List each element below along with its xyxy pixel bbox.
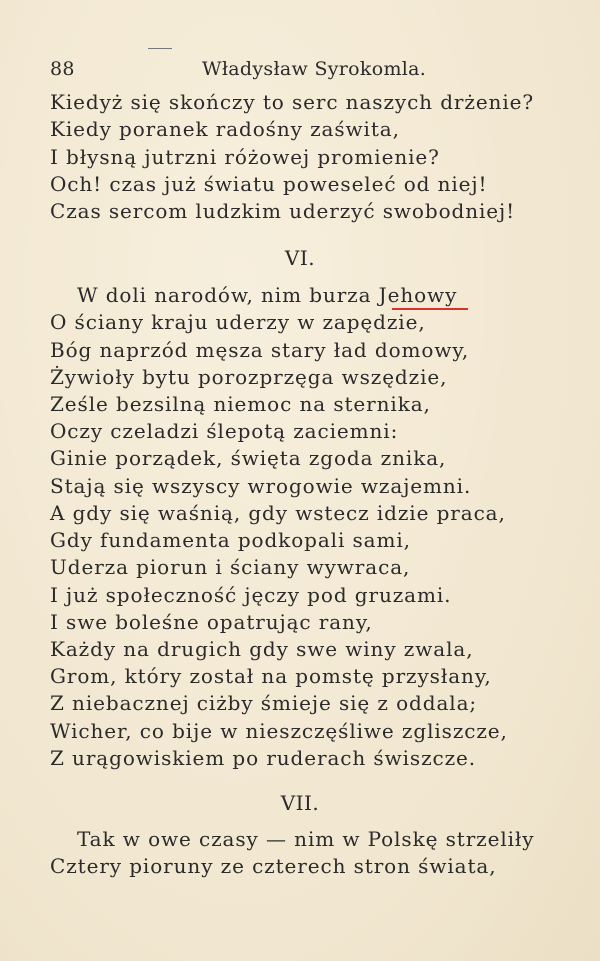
poem-line: Oczy czeladzi ślepotą zaciemni: <box>50 419 399 443</box>
poem-line: Och! czas już światu poweseleć od niej! <box>50 172 488 196</box>
poem-line: Wicher, co bije w nieszczęśliwe zgliszcze, <box>50 719 508 743</box>
poem-line: Z niebacznej ciżby śmieje się z oddala; <box>50 691 478 715</box>
poem-line: Ginie porządek, święta zgoda znika, <box>50 446 447 470</box>
page-header <box>50 58 520 88</box>
poem-line: I już społeczność jęczy pod gruzami. <box>50 583 452 607</box>
poem-line: O ściany kraju uderzy w zapędzie, <box>50 310 426 334</box>
poem-line: Cztery pioruny ze czterech stron świata, <box>50 854 497 878</box>
poem-line: Kiedy poranek radośny zaświta, <box>50 117 400 141</box>
poem-line: Z urągowiskiem po ruderach świszcze. <box>50 746 477 770</box>
poem-line: Stają się wszyscy wrogowie wzajemni. <box>50 474 472 498</box>
poem-line: Każdy na drugich gdy swe winy zwala, <box>50 637 474 661</box>
poem-line: A gdy się waśnią, gdy wstecz idzie praca, <box>50 501 506 525</box>
section-heading-vii: VII. <box>280 791 320 815</box>
printer-mark <box>148 48 172 49</box>
poem-line: Ześle bezsilną niemoc na sternika, <box>50 392 431 416</box>
poem-line: Grom, który został na pomstę przysłany, <box>50 664 492 688</box>
section-heading-vi: VI. <box>284 246 316 270</box>
poem-line: I swe boleśne opatrując rany, <box>50 610 373 634</box>
page-number: 88 <box>50 58 75 80</box>
poem-line: Gdy fundamenta podkopali sami, <box>50 528 411 552</box>
poem-line: Tak w owe czasy — nim w Polskę strzeliły <box>77 827 535 851</box>
poem-line: Żywioły bytu porozprzęga wszędzie, <box>50 365 448 389</box>
poem-line: Bóg naprzód męsza stary ład domowy, <box>50 338 470 362</box>
poem-line: Uderza piorun i ściany wywraca, <box>50 555 411 579</box>
poem-line: Kiedyż się skończy to serc naszych drżenie? <box>50 90 534 114</box>
running-head: Władysław Syrokomla. <box>202 58 427 80</box>
poem-line: I błysną jutrzni różowej promienie? <box>50 145 440 169</box>
poem-line: W doli narodów, nim burza Jehowy <box>77 283 458 307</box>
poem-line: Czas sercom ludzkim uderzyć swobodniej! <box>50 199 516 223</box>
